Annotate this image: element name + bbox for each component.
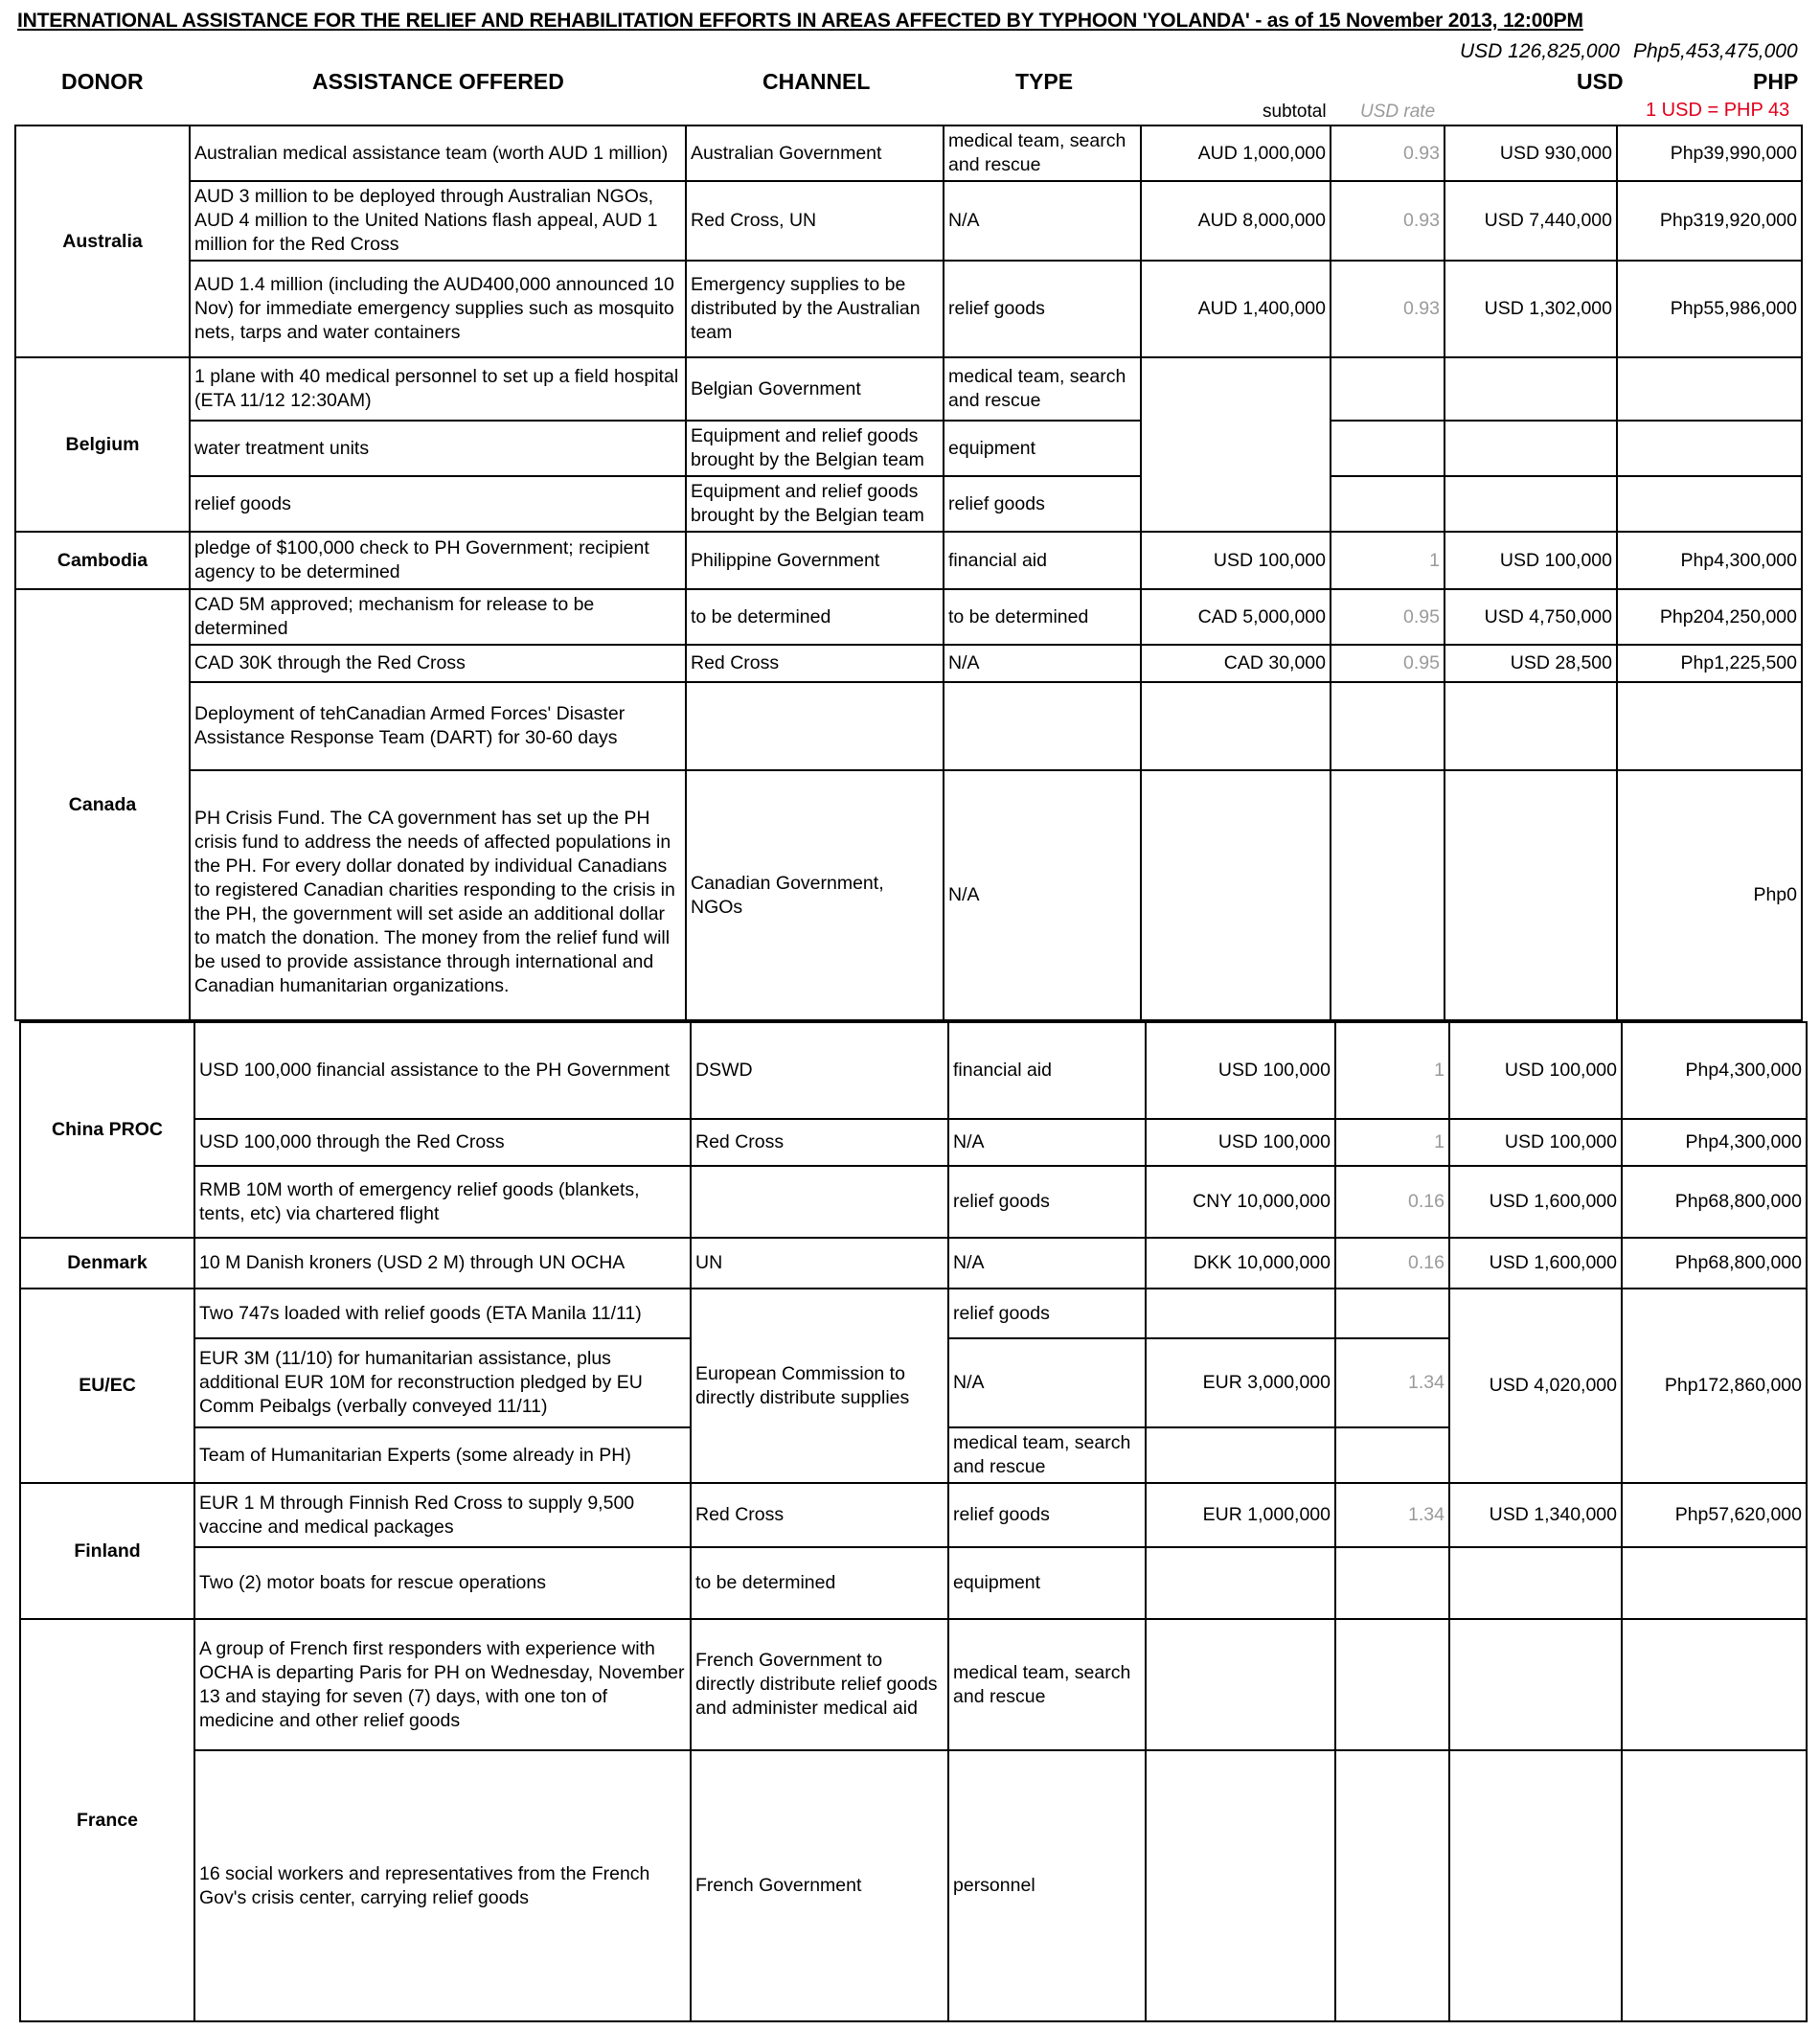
- assistance-cell: 10 M Danish kroners (USD 2 M) through UN OCHA: [194, 1238, 691, 1289]
- assistance-cell: PH Crisis Fund. The CA government has set up the PH crisis fund to address the needs of affected populations in the PH. For every dollar donated by individual Canadians to registered Canadian charities responding to the crisis in the PH, the government will set aside an additional dollar to match the donation. The money from the relief fund will be used to provide assistance through international and Canadian humanitarian organizations.: [190, 770, 686, 1020]
- assistance-cell: RMB 10M worth of emergency relief goods (blankets, tents, etc) via chartered flight: [194, 1166, 691, 1238]
- channel-cell: DSWD: [691, 1022, 948, 1119]
- usd-rate-cell: [1335, 1750, 1449, 2021]
- type-cell: to be determined: [944, 589, 1141, 645]
- usd-rate-cell: 1.34: [1335, 1483, 1449, 1547]
- table-row: [15, 181, 1802, 261]
- usd-rate-cell: 0.95: [1331, 589, 1445, 645]
- assistance-cell: EUR 1 M through Finnish Red Cross to supply 9,500 vaccine and medical packages: [194, 1483, 691, 1547]
- php-cell: Php4,300,000: [1622, 1022, 1807, 1119]
- assistance-cell: A group of French first responders with experience with OCHA is departing Paris for PH on Wednesday, November 13 and staying for seven (7) days, with one ton of medicine and other relief goods: [194, 1619, 691, 1750]
- usd-rate-cell: [1335, 1619, 1449, 1750]
- php-cell: [1617, 357, 1802, 421]
- usd-cell: USD 1,600,000: [1449, 1238, 1622, 1289]
- col-header-channel: CHANNEL: [762, 69, 871, 94]
- channel-cell: Equipment and relief goods brought by the Belgian team: [686, 421, 944, 476]
- donor-cell: Canada: [15, 589, 190, 1020]
- type-cell: relief goods: [944, 261, 1141, 357]
- usd-rate-cell: 1: [1335, 1022, 1449, 1119]
- assistance-cell: USD 100,000 financial assistance to the PH Government: [194, 1022, 691, 1119]
- php-cell: [1617, 476, 1802, 532]
- channel-cell: Belgian Government: [686, 357, 944, 421]
- channel-cell: [686, 682, 944, 770]
- assistance-cell: relief goods: [190, 476, 686, 532]
- table-row: [15, 261, 1802, 357]
- table-row: [15, 645, 1802, 682]
- table-row: [15, 125, 1802, 181]
- assistance-cell: pledge of $100,000 check to PH Government; recipient agency to be determined: [190, 532, 686, 589]
- subtotal-cell: [1141, 357, 1331, 532]
- type-cell: equipment: [948, 1547, 1146, 1619]
- table-row: [20, 1547, 1807, 1619]
- php-cell: [1622, 1547, 1807, 1619]
- donor-cell: China PROC: [20, 1022, 194, 1238]
- usd-cell: USD 1,600,000: [1449, 1166, 1622, 1238]
- usd-cell: USD 100,000: [1445, 532, 1617, 589]
- subtotal-cell: CNY 10,000,000: [1146, 1166, 1335, 1238]
- assistance-table-1: [14, 125, 1803, 1021]
- channel-cell: Red Cross: [691, 1119, 948, 1166]
- channel-cell: Canadian Government, NGOs: [686, 770, 944, 1020]
- php-cell: Php4,300,000: [1617, 532, 1802, 589]
- col-header-assistance: ASSISTANCE OFFERED: [312, 69, 564, 94]
- total-php: Php5,453,475,000: [1633, 40, 1798, 62]
- usd-rate-cell: 1: [1335, 1119, 1449, 1166]
- channel-cell: French Government: [691, 1750, 948, 2021]
- php-cell: Php55,986,000: [1617, 261, 1802, 357]
- type-cell: relief goods: [948, 1483, 1146, 1547]
- usd-cell: USD 100,000: [1449, 1022, 1622, 1119]
- php-cell: Php68,800,000: [1622, 1238, 1807, 1289]
- subtotal-cell: CAD 30,000: [1141, 645, 1331, 682]
- usd-rate-cell: [1331, 770, 1445, 1020]
- assistance-cell: AUD 3 million to be deployed through Australian NGOs, AUD 4 million to the United Nations flash appeal, AUD 1 million for the Red Cross: [190, 181, 686, 261]
- usd-rate-cell: 0.16: [1335, 1238, 1449, 1289]
- php-cell: [1617, 682, 1802, 770]
- type-cell: N/A: [944, 645, 1141, 682]
- type-cell: N/A: [944, 770, 1141, 1020]
- assistance-cell: water treatment units: [190, 421, 686, 476]
- channel-cell: Red Cross, UN: [686, 181, 944, 261]
- table-row: [15, 357, 1802, 421]
- assistance-cell: Team of Humanitarian Experts (some already in PH): [194, 1427, 691, 1483]
- type-cell: relief goods: [948, 1166, 1146, 1238]
- usd-rate-cell: 1: [1331, 532, 1445, 589]
- usd-rate-cell: 0.93: [1331, 125, 1445, 181]
- subtotal-cell: EUR 1,000,000: [1146, 1483, 1335, 1547]
- channel-cell: French Government to directly distribute relief goods and administer medical aid: [691, 1619, 948, 1750]
- table-row: [20, 1119, 1807, 1166]
- type-cell: N/A: [948, 1238, 1146, 1289]
- php-cell: Php319,920,000: [1617, 181, 1802, 261]
- channel-cell: Philippine Government: [686, 532, 944, 589]
- usd-cell: [1445, 476, 1617, 532]
- assistance-cell: Two (2) motor boats for rescue operations: [194, 1547, 691, 1619]
- table-row: [20, 1022, 1807, 1119]
- type-cell: N/A: [948, 1119, 1146, 1166]
- subtotal-cell: [1141, 770, 1331, 1020]
- usd-cell: USD 28,500: [1445, 645, 1617, 682]
- type-cell: N/A: [944, 181, 1141, 261]
- type-cell: medical team, search and rescue: [948, 1619, 1146, 1750]
- php-cell: [1622, 1750, 1807, 2021]
- table-row: [20, 1750, 1807, 2021]
- subtotal-cell: EUR 3,000,000: [1146, 1338, 1335, 1427]
- table-row: [20, 1483, 1807, 1547]
- type-cell: medical team, search and rescue: [948, 1427, 1146, 1483]
- php-cell: Php0: [1617, 770, 1802, 1020]
- usd-cell: [1445, 770, 1617, 1020]
- usd-rate-cell: [1331, 476, 1445, 532]
- channel-cell: Emergency supplies to be distributed by the Australian team: [686, 261, 944, 357]
- usd-cell: USD 1,302,000: [1445, 261, 1617, 357]
- assistance-cell: EUR 3M (11/10) for humanitarian assistance, plus additional EUR 10M for reconstruction pledged by EU Comm Peibalgs (verbally conveyed 11/11): [194, 1338, 691, 1427]
- col-header-donor: DONOR: [61, 69, 144, 94]
- type-cell: financial aid: [944, 532, 1141, 589]
- usd-cell: USD 100,000: [1449, 1119, 1622, 1166]
- donor-cell: Denmark: [20, 1238, 194, 1289]
- usd-rate-cell: 1.34: [1335, 1338, 1449, 1427]
- donor-cell: France: [20, 1619, 194, 2021]
- assistance-cell: AUD 1.4 million (including the AUD400,000 announced 10 Nov) for immediate emergency supplies such as mosquito nets, tarps and water containers: [190, 261, 686, 357]
- col-header-subtotal: subtotal: [1263, 102, 1327, 122]
- assistance-cell: 16 social workers and representatives from the French Gov's crisis center, carrying relief goods: [194, 1750, 691, 2021]
- usd-rate-cell: [1335, 1427, 1449, 1483]
- type-cell: relief goods: [948, 1289, 1146, 1338]
- channel-cell: Red Cross: [686, 645, 944, 682]
- php-cell: Php204,250,000: [1617, 589, 1802, 645]
- usd-cell: [1449, 1547, 1622, 1619]
- usd-rate-cell: 0.93: [1331, 261, 1445, 357]
- donor-cell: Cambodia: [15, 532, 190, 589]
- channel-cell: Red Cross: [691, 1483, 948, 1547]
- type-cell: relief goods: [944, 476, 1141, 532]
- channel-cell: to be determined: [686, 589, 944, 645]
- assistance-cell: USD 100,000 through the Red Cross: [194, 1119, 691, 1166]
- usd-rate-cell: [1331, 682, 1445, 770]
- type-cell: N/A: [948, 1338, 1146, 1427]
- usd-cell: USD 7,440,000: [1445, 181, 1617, 261]
- php-cell: Php39,990,000: [1617, 125, 1802, 181]
- donor-cell: Finland: [20, 1483, 194, 1619]
- col-header-usd: USD: [1577, 69, 1624, 94]
- assistance-cell: CAD 30K through the Red Cross: [190, 645, 686, 682]
- table-row: [15, 532, 1802, 589]
- php-cell: Php68,800,000: [1622, 1166, 1807, 1238]
- type-cell: personnel: [948, 1750, 1146, 2021]
- php-cell: Php172,860,000: [1622, 1289, 1807, 1483]
- usd-cell: [1445, 421, 1617, 476]
- table-row: [15, 589, 1802, 645]
- type-cell: equipment: [944, 421, 1141, 476]
- donor-cell: Belgium: [15, 357, 190, 532]
- donor-cell: Australia: [15, 125, 190, 357]
- usd-rate-cell: 0.93: [1331, 181, 1445, 261]
- subtotal-cell: AUD 1,400,000: [1141, 261, 1331, 357]
- usd-rate-cell: [1331, 357, 1445, 421]
- subtotal-cell: USD 100,000: [1146, 1022, 1335, 1119]
- subtotal-cell: [1146, 1750, 1335, 2021]
- usd-rate-cell: 0.95: [1331, 645, 1445, 682]
- type-cell: medical team, search and rescue: [944, 125, 1141, 181]
- subtotal-cell: [1146, 1547, 1335, 1619]
- assistance-cell: Australian medical assistance team (worth AUD 1 million): [190, 125, 686, 181]
- usd-rate-cell: [1331, 421, 1445, 476]
- table-row: [15, 421, 1802, 476]
- subtotal-cell: USD 100,000: [1141, 532, 1331, 589]
- table-row: [20, 1238, 1807, 1289]
- php-cell: Php57,620,000: [1622, 1483, 1807, 1547]
- assistance-cell: Deployment of tehCanadian Armed Forces' Disaster Assistance Response Team (DART) for 30-60 days: [190, 682, 686, 770]
- assistance-cell: CAD 5M approved; mechanism for release to be determined: [190, 589, 686, 645]
- usd-cell: [1449, 1750, 1622, 2021]
- assistance-table-2: [19, 1021, 1808, 2022]
- table-row: [20, 1619, 1807, 1750]
- channel-cell: to be determined: [691, 1547, 948, 1619]
- channel-cell: [691, 1166, 948, 1238]
- table-row: [20, 1289, 1807, 1338]
- usd-rate-cell: [1335, 1289, 1449, 1338]
- usd-rate-cell: [1335, 1547, 1449, 1619]
- channel-cell: Australian Government: [686, 125, 944, 181]
- donor-cell: EU/EC: [20, 1289, 194, 1483]
- channel-cell: UN: [691, 1238, 948, 1289]
- table-row: [20, 1166, 1807, 1238]
- assistance-cell: Two 747s loaded with relief goods (ETA Manila 11/11): [194, 1289, 691, 1338]
- col-header-usd-rate: USD rate: [1360, 102, 1436, 122]
- usd-cell: USD 1,340,000: [1449, 1483, 1622, 1547]
- usd-rate-cell: 0.16: [1335, 1166, 1449, 1238]
- usd-cell: USD 930,000: [1445, 125, 1617, 181]
- assistance-cell: 1 plane with 40 medical personnel to set up a field hospital (ETA 11/12 12:30AM): [190, 357, 686, 421]
- exchange-rate-note: 1 USD = PHP 43: [1646, 100, 1790, 121]
- type-cell: medical team, search and rescue: [944, 357, 1141, 421]
- subtotal-cell: [1146, 1619, 1335, 1750]
- channel-cell: European Commission to directly distribute supplies: [691, 1289, 948, 1483]
- type-cell: financial aid: [948, 1022, 1146, 1119]
- subtotal-cell: [1146, 1289, 1335, 1338]
- subtotal-cell: [1146, 1427, 1335, 1483]
- subtotal-cell: AUD 1,000,000: [1141, 125, 1331, 181]
- col-header-php: PHP: [1753, 69, 1799, 94]
- usd-cell: [1445, 357, 1617, 421]
- subtotal-cell: [1141, 682, 1331, 770]
- channel-cell: Equipment and relief goods brought by the Belgian team: [686, 476, 944, 532]
- usd-cell: USD 4,750,000: [1445, 589, 1617, 645]
- subtotal-cell: DKK 10,000,000: [1146, 1238, 1335, 1289]
- subtotal-cell: USD 100,000: [1146, 1119, 1335, 1166]
- php-cell: [1622, 1619, 1807, 1750]
- total-usd: USD 126,825,000: [1460, 40, 1620, 62]
- subtotal-cell: AUD 8,000,000: [1141, 181, 1331, 261]
- usd-cell: [1445, 682, 1617, 770]
- usd-cell: USD 4,020,000: [1449, 1289, 1622, 1483]
- php-cell: Php1,225,500: [1617, 645, 1802, 682]
- subtotal-cell: CAD 5,000,000: [1141, 589, 1331, 645]
- php-cell: Php4,300,000: [1622, 1119, 1807, 1166]
- php-cell: [1617, 421, 1802, 476]
- table-row: [15, 770, 1802, 1020]
- table-row: [15, 476, 1802, 532]
- col-header-type: TYPE: [1015, 69, 1074, 94]
- usd-cell: [1449, 1619, 1622, 1750]
- page-title: INTERNATIONAL ASSISTANCE FOR THE RELIEF AND REHABILITATION EFFORTS IN AREAS AFFECTED BY TYPHOON 'YOLANDA' - as of 15 November 2013, 12:00PM: [17, 10, 1583, 32]
- type-cell: [944, 682, 1141, 770]
- table-row: [15, 682, 1802, 770]
